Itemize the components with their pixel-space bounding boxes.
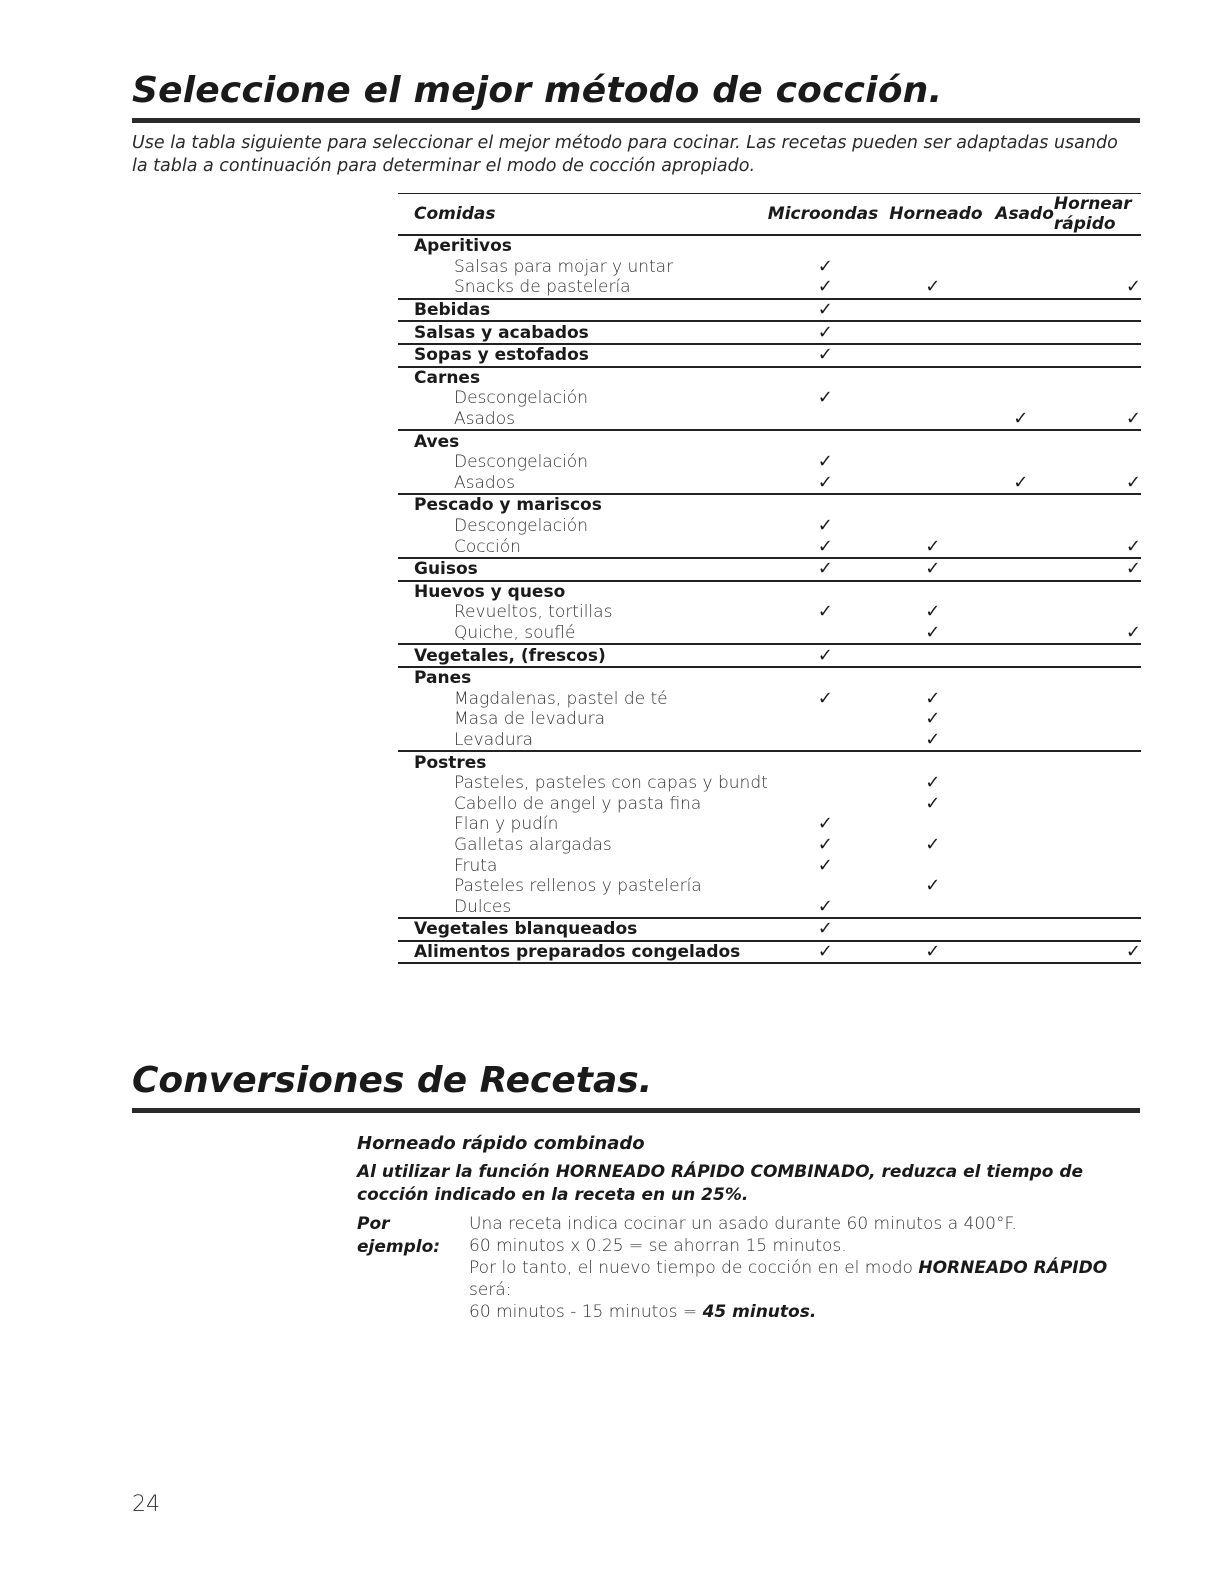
cell-roast: [995, 814, 1054, 835]
table-row: [398, 602, 1141, 623]
table-row: [398, 709, 1141, 730]
check-icon: ✓: [817, 644, 833, 666]
table-row: [398, 452, 1141, 473]
cell-fast-bake: [1054, 896, 1141, 918]
food-category: Vegetales, (frescos): [414, 645, 606, 666]
cell-microwave: [768, 793, 890, 814]
table-group: [398, 941, 1141, 964]
cell-microwave: [768, 623, 890, 645]
header-food: Comidas: [414, 204, 496, 224]
food-category: Huevos y queso: [414, 581, 566, 602]
cell-roast: [995, 494, 1054, 516]
food-category: Sopas y estofados: [414, 345, 589, 366]
check-icon: ✓: [817, 344, 833, 366]
cell-microwave: [768, 367, 890, 389]
cell-bake: [889, 793, 995, 814]
table-group-row: [398, 581, 1141, 603]
check-icon: ✓: [817, 255, 833, 277]
cell-bake: [889, 558, 995, 581]
check-icon: ✓: [925, 535, 941, 557]
cell-fast-bake: [1054, 299, 1141, 322]
table-row: [398, 688, 1141, 709]
food-item: Descongelación: [454, 452, 588, 473]
table-group: [398, 367, 1141, 431]
food-item: Galletas alargadas: [454, 834, 612, 855]
table-group-row: [398, 941, 1141, 964]
food-item: Masa de levadura: [454, 709, 606, 730]
cell-roast: [995, 918, 1054, 941]
cell-microwave: [768, 644, 890, 667]
food-item: Revueltos, tortillas: [454, 602, 613, 623]
table-group: [398, 644, 1141, 667]
cell-fast-bake: [1054, 473, 1141, 495]
cell-microwave: [768, 814, 890, 835]
cell-bake: [889, 388, 995, 409]
cell-microwave: [768, 277, 890, 299]
food-category: Aperitivos: [414, 236, 512, 257]
cell-roast: [995, 730, 1054, 752]
table-group: [398, 344, 1141, 367]
table-group: [398, 667, 1141, 751]
cell-roast: [995, 452, 1054, 473]
check-icon: ✓: [817, 940, 833, 962]
example-line-3-post: será:: [469, 1280, 512, 1300]
cell-roast: [995, 876, 1054, 897]
check-icon: ✓: [817, 471, 833, 493]
check-icon: ✓: [925, 708, 941, 730]
cell-bake: [889, 688, 995, 709]
header-bake: Horneado: [889, 204, 983, 224]
cell-bake: [889, 835, 995, 856]
check-icon: ✓: [817, 535, 833, 557]
cell-microwave: [768, 751, 890, 773]
check-icon: ✓: [1125, 535, 1141, 557]
cell-fast-bake: [1054, 257, 1141, 278]
table-row: [398, 773, 1141, 794]
cell-bake: [889, 876, 995, 897]
cell-bake: [889, 367, 995, 389]
cell-roast: [995, 623, 1054, 645]
table-row: [398, 623, 1141, 645]
cell-bake: [889, 667, 995, 689]
check-icon: ✓: [1125, 940, 1141, 962]
cell-roast: [995, 409, 1054, 431]
cell-fast-bake: [1054, 388, 1141, 409]
food-item: Asados: [454, 472, 515, 493]
check-icon: ✓: [925, 833, 941, 855]
cell-roast: [995, 344, 1054, 367]
cell-microwave: [768, 602, 890, 623]
cell-roast: [995, 688, 1054, 709]
table-group-row: [398, 494, 1141, 516]
cell-microwave: [768, 876, 890, 897]
cell-fast-bake: [1054, 688, 1141, 709]
cell-fast-bake: [1054, 558, 1141, 581]
table-group: [398, 751, 1141, 918]
intro-text: Use la tabla siguiente para seleccionar el mejor método para cocinar. Las recetas pueden ser adaptadas usando la tabla a continuación para determinar el modo de cocción apropiado.: [132, 133, 1118, 176]
cell-roast: [995, 581, 1054, 603]
table-row: [398, 896, 1141, 918]
table-row: [398, 835, 1141, 856]
cell-microwave: [768, 688, 890, 709]
food-category: Aves: [414, 431, 460, 452]
check-icon: ✓: [817, 687, 833, 709]
food-item: Asados: [454, 409, 515, 430]
cell-bake: [889, 751, 995, 773]
cell-fast-bake: [1054, 814, 1141, 835]
example-line-2: 60 minutos x 0.25 = se ahorran 15 minutos.: [469, 1236, 847, 1256]
food-item: Quiche, souflé: [454, 622, 576, 643]
check-icon: ✓: [925, 792, 941, 814]
food-item: Descongelación: [454, 516, 588, 537]
check-icon: ✓: [817, 451, 833, 473]
table-group-row: [398, 558, 1141, 581]
table-row: [398, 388, 1141, 409]
cell-bake: [889, 581, 995, 603]
cell-fast-bake: [1054, 409, 1141, 431]
cell-fast-bake: [1054, 452, 1141, 473]
cell-fast-bake: [1054, 367, 1141, 389]
conversions-subtitle: Horneado rápido combinado: [357, 1133, 645, 1154]
food-item: Salsas para mojar y untar: [454, 256, 674, 277]
example-result: 45 minutos.: [702, 1302, 817, 1322]
cell-microwave: [768, 409, 890, 431]
table-row: [398, 730, 1141, 752]
table-row: [398, 473, 1141, 495]
page-number: 24: [132, 1492, 160, 1517]
cell-microwave: [768, 896, 890, 918]
cell-fast-bake: [1054, 494, 1141, 516]
food-item: Dulces: [454, 896, 512, 917]
cell-bake: [889, 602, 995, 623]
cell-roast: [995, 277, 1054, 299]
header-microwave: Microondas: [767, 204, 879, 224]
cell-microwave: [768, 452, 890, 473]
cell-roast: [995, 941, 1054, 964]
food-category: Alimentos preparados congelados: [414, 941, 741, 962]
food-category: Guisos: [414, 559, 478, 580]
cell-microwave: [768, 494, 890, 516]
cell-microwave: [768, 388, 890, 409]
table-group: [398, 321, 1141, 344]
cell-bake: [889, 918, 995, 941]
cell-microwave: [768, 516, 890, 537]
cell-roast: [995, 709, 1054, 730]
cell-bake: [889, 277, 995, 299]
food-item: Levadura: [454, 729, 534, 750]
cell-bake: [889, 321, 995, 344]
check-icon: ✓: [925, 601, 941, 623]
food-item: Pasteles rellenos y pastelería: [454, 876, 702, 897]
example-body: [469, 1213, 1147, 1323]
table-group-row: [398, 367, 1141, 389]
table-group-row: [398, 667, 1141, 689]
cell-microwave: [768, 430, 890, 452]
cell-microwave: [768, 918, 890, 941]
title-rule: [132, 118, 1140, 123]
cell-fast-bake: [1054, 667, 1141, 689]
check-icon: ✓: [1125, 558, 1141, 580]
cell-microwave: [768, 558, 890, 581]
cell-fast-bake: [1054, 581, 1141, 603]
cell-microwave: [768, 473, 890, 495]
cell-roast: [995, 388, 1054, 409]
food-category: Pescado y mariscos: [414, 495, 602, 516]
cell-roast: [995, 536, 1054, 558]
conversions-instruction: Al utilizar la función HORNEADO RÁPIDO COMBINADO, reduzca el tiempo de cocción indicado en la receta en un 25%.: [357, 1162, 1084, 1205]
cell-microwave: [768, 773, 890, 794]
food-item: Cabello de angel y pasta fina: [454, 793, 702, 814]
table-group: [398, 494, 1141, 558]
table-group-row: [398, 321, 1141, 344]
check-icon: ✓: [925, 558, 941, 580]
check-icon: ✓: [817, 918, 833, 940]
cell-fast-bake: [1054, 751, 1141, 773]
cell-bake: [889, 516, 995, 537]
check-icon: ✓: [817, 276, 833, 298]
cell-bake: [889, 814, 995, 835]
food-item: Fruta: [454, 855, 498, 876]
check-icon: ✓: [1013, 471, 1029, 493]
table-group: [398, 918, 1141, 941]
table-group-row: [398, 918, 1141, 941]
cell-roast: [995, 896, 1054, 918]
check-icon: ✓: [817, 833, 833, 855]
page-title: Seleccione el mejor método de cocción.: [132, 70, 943, 111]
conversions-section: [357, 1132, 1147, 1323]
example-block: [357, 1213, 1147, 1323]
cell-microwave: [768, 667, 890, 689]
check-icon: ✓: [817, 854, 833, 876]
cell-microwave: [768, 835, 890, 856]
food-category: Vegetales blanqueados: [414, 919, 638, 940]
food-category: Postres: [414, 752, 487, 773]
check-icon: ✓: [925, 940, 941, 962]
cell-fast-bake: [1054, 918, 1141, 941]
cell-bake: [889, 709, 995, 730]
cell-bake: [889, 855, 995, 876]
cell-bake: [889, 257, 995, 278]
food-item: Flan y pudín: [454, 814, 559, 835]
example-line-4-pre: 60 minutos - 15 minutos =: [469, 1302, 703, 1322]
cell-microwave: [768, 321, 890, 344]
food-category: Carnes: [414, 367, 481, 388]
check-icon: ✓: [1125, 408, 1141, 430]
cell-fast-bake: [1054, 235, 1141, 257]
cell-roast: [995, 321, 1054, 344]
cell-roast: [995, 235, 1054, 257]
cell-roast: [995, 299, 1054, 322]
table-group-row: [398, 299, 1141, 322]
table-header-row: [398, 194, 1141, 236]
cell-microwave: [768, 299, 890, 322]
example-line-1: Una receta indica cocinar un asado durante 60 minutos a 400°F.: [469, 1214, 1017, 1234]
food-item: Magdalenas, pastel de té: [454, 688, 668, 709]
cooking-method-table: [398, 193, 1141, 964]
cell-fast-bake: [1054, 876, 1141, 897]
cell-bake: [889, 299, 995, 322]
cell-fast-bake: [1054, 321, 1141, 344]
food-item: Pasteles, pasteles con capas y bundt: [454, 773, 768, 794]
cell-fast-bake: [1054, 941, 1141, 964]
check-icon: ✓: [817, 321, 833, 343]
check-icon: ✓: [1013, 408, 1029, 430]
cell-roast: [995, 667, 1054, 689]
check-icon: ✓: [1125, 621, 1141, 643]
cell-bake: [889, 409, 995, 431]
table-row: [398, 257, 1141, 278]
check-icon: ✓: [817, 387, 833, 409]
cell-fast-bake: [1054, 730, 1141, 752]
check-icon: ✓: [817, 895, 833, 917]
cell-bake: [889, 644, 995, 667]
example-label: Por ejemplo:: [357, 1214, 441, 1257]
cell-bake: [889, 623, 995, 645]
food-category: Bebidas: [414, 300, 491, 321]
food-item: Cocción: [454, 536, 521, 557]
table-group: [398, 235, 1141, 299]
cell-fast-bake: [1054, 855, 1141, 876]
table-row: [398, 516, 1141, 537]
check-icon: ✓: [817, 601, 833, 623]
table-group: [398, 430, 1141, 494]
cell-fast-bake: [1054, 835, 1141, 856]
example-mode: HORNEADO RÁPIDO: [918, 1258, 1108, 1278]
cell-bake: [889, 235, 995, 257]
table-group-row: [398, 644, 1141, 667]
cell-fast-bake: [1054, 602, 1141, 623]
section-title: Conversiones de Recetas.: [132, 1060, 653, 1101]
cell-bake: [889, 494, 995, 516]
cell-roast: [995, 367, 1054, 389]
check-icon: ✓: [925, 728, 941, 750]
cell-roast: [995, 257, 1054, 278]
section-rule: [132, 1108, 1140, 1113]
cell-bake: [889, 452, 995, 473]
cell-microwave: [768, 235, 890, 257]
table-group-row: [398, 344, 1141, 367]
table-row: [398, 409, 1141, 431]
check-icon: ✓: [925, 687, 941, 709]
food-category: Panes: [414, 668, 472, 689]
cell-roast: [995, 516, 1054, 537]
cell-microwave: [768, 941, 890, 964]
cell-bake: [889, 344, 995, 367]
food-item: Descongelación: [454, 388, 588, 409]
example-line-3-pre: Por lo tanto, el nuevo tiempo de cocción en el modo: [469, 1258, 919, 1278]
cell-fast-bake: [1054, 773, 1141, 794]
cell-roast: [995, 793, 1054, 814]
check-icon: ✓: [925, 621, 941, 643]
table-group: [398, 558, 1141, 581]
table-row: [398, 277, 1141, 299]
cell-bake: [889, 473, 995, 495]
cell-fast-bake: [1054, 793, 1141, 814]
table-row: [398, 876, 1141, 897]
cell-roast: [995, 430, 1054, 452]
cell-microwave: [768, 855, 890, 876]
check-icon: ✓: [925, 772, 941, 794]
check-icon: ✓: [817, 299, 833, 321]
cell-fast-bake: [1054, 277, 1141, 299]
check-icon: ✓: [817, 558, 833, 580]
table-group-row: [398, 235, 1141, 257]
cell-roast: [995, 473, 1054, 495]
cell-microwave: [768, 344, 890, 367]
cell-microwave: [768, 581, 890, 603]
cell-fast-bake: [1054, 536, 1141, 558]
header-fast-bake: Hornear rápido: [1053, 194, 1132, 234]
cell-bake: [889, 896, 995, 918]
table-group-row: [398, 430, 1141, 452]
table-group-row: [398, 751, 1141, 773]
cell-microwave: [768, 709, 890, 730]
cell-bake: [889, 773, 995, 794]
cell-roast: [995, 751, 1054, 773]
cell-fast-bake: [1054, 430, 1141, 452]
cell-bake: [889, 430, 995, 452]
cell-bake: [889, 536, 995, 558]
cell-fast-bake: [1054, 344, 1141, 367]
example-line-4: [469, 1301, 1147, 1323]
table-group: [398, 581, 1141, 645]
example-line-3: [469, 1257, 1147, 1301]
cell-roast: [995, 835, 1054, 856]
cell-fast-bake: [1054, 709, 1141, 730]
check-icon: ✓: [1125, 471, 1141, 493]
cell-bake: [889, 730, 995, 752]
table-row: [398, 814, 1141, 835]
table-row: [398, 855, 1141, 876]
cell-bake: [889, 941, 995, 964]
cell-fast-bake: [1054, 623, 1141, 645]
check-icon: ✓: [925, 276, 941, 298]
cell-roast: [995, 855, 1054, 876]
header-roast: Asado: [995, 204, 1054, 224]
cell-roast: [995, 602, 1054, 623]
check-icon: ✓: [1125, 276, 1141, 298]
check-icon: ✓: [817, 515, 833, 537]
cell-fast-bake: [1054, 644, 1141, 667]
cell-fast-bake: [1054, 516, 1141, 537]
cell-roast: [995, 644, 1054, 667]
cell-microwave: [768, 257, 890, 278]
table-row: [398, 793, 1141, 814]
table-group: [398, 299, 1141, 322]
check-icon: ✓: [925, 875, 941, 897]
food-category: Salsas y acabados: [414, 322, 589, 343]
cell-microwave: [768, 730, 890, 752]
table-row: [398, 536, 1141, 558]
check-icon: ✓: [817, 813, 833, 835]
food-item: Snacks de pastelería: [454, 277, 631, 298]
cell-roast: [995, 558, 1054, 581]
cell-microwave: [768, 536, 890, 558]
cell-roast: [995, 773, 1054, 794]
